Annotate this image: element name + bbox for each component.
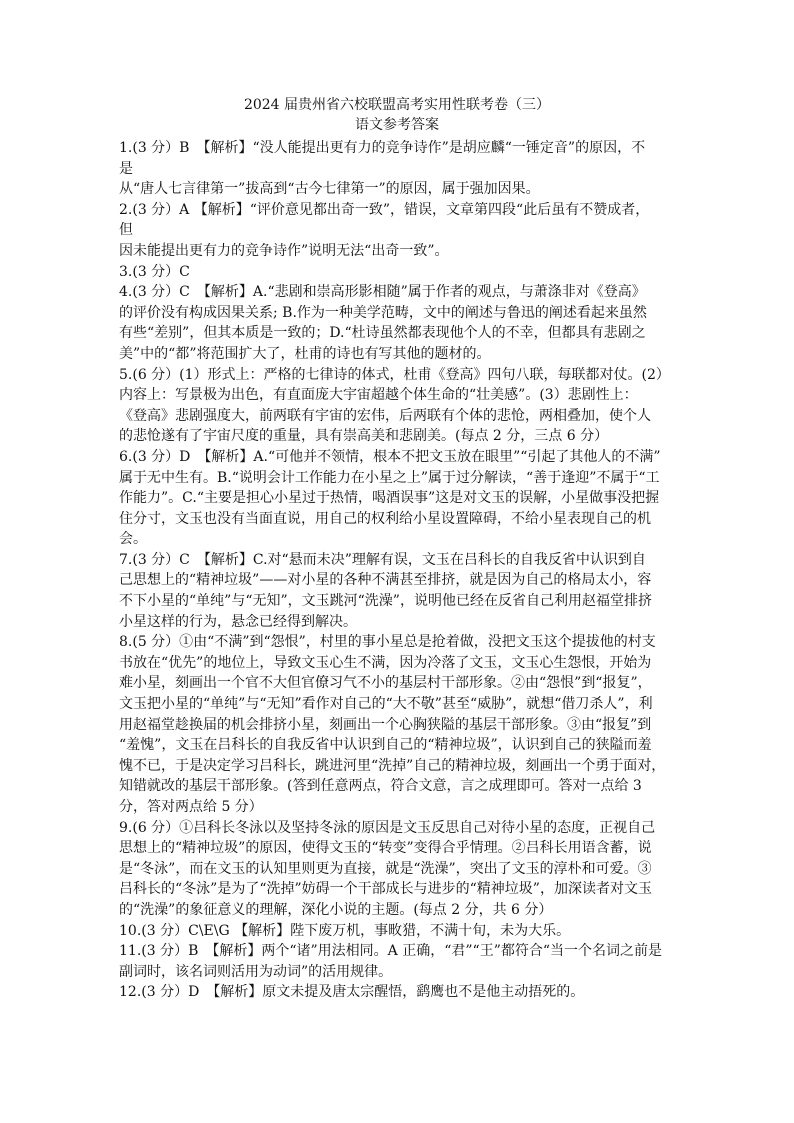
answer-line: 2.(3 分）A 【解析】“评价意见都出奇一致”，错误，文章第四段“此后虽有不赞成者， <box>119 201 650 218</box>
answer-line: 会。 <box>119 531 147 548</box>
answer-line: 副词时，该名词则活用为动词”的活用规律。 <box>119 963 393 980</box>
answer-line: 8.(5 分）①由“不满”到“怨恨”，村里的事小星总是抢着做，没把文玉这个提拔他的村支 <box>119 634 656 651</box>
answer-line: “羞愧”，文玉在吕科长的自我反省中认识到自己的“精神垃圾”，认识到自己的狭隘而羞 <box>119 737 652 754</box>
answer-line: 3.(3 分）C <box>119 263 190 280</box>
answer-line: 7.(3 分）C 【解析】C.对“悬而未决”理解有误，文玉在吕科长的自我反省中认识到自 <box>119 551 646 568</box>
answer-line: 4.(3 分）C 【解析】A.“悲剧和崇高形影相随”属于作者的观点，与萧涤非对《登高》 <box>119 284 646 301</box>
answer-line: 美”中的“都”将范围扩大了，杜甫的诗也有写其他的题材的。 <box>119 345 491 362</box>
answer-line: 用赵福堂趁换届的机会排挤小星，刻画出一个心胸狭隘的基层干部形象。③由“报复”到 <box>119 716 652 733</box>
answer-line: 作能力”。C.“主要是担心小星过于热情，喝酒误事”这是对文玉的误解，小星做事没把握 <box>119 490 660 507</box>
answer-line: 不下小星的“单纯”与“无知”，文玉跳河“洗澡”，说明他已经在反省自己利用赵福堂排挤 <box>119 593 652 610</box>
answer-line: 9.(6 分）①吕科长冬泳以及坚持冬泳的原因是文玉反思自己对待小星的态度，正视自己 <box>119 819 656 836</box>
answer-line: 愧不已，于是决定学习吕科长，跳进河里“洗掉”自己的精神垃圾，刻画出一个勇于面对， <box>119 757 666 774</box>
answer-line: 内容上：写景极为出色，有直面庞大宇宙超越个体生命的“壮美感”。(3）悲剧性上： <box>119 387 638 404</box>
answer-line: 11.(3 分）B 【解析】两个“诸”用法相同。A 正确，“君”“王”都符合“当一个名词之前是 <box>119 943 663 960</box>
answer-line: 知错就改的基层干部形象。(答到任意两点，符合文意，言之成理即可。答对一点给 3 <box>119 778 642 795</box>
answer-line: 的“洗澡”的象征意义的理解，深化小说的主题。(每点 2 分，共 6 分） <box>119 901 553 918</box>
answer-line: 5.(6 分）(1）形式上：严格的七律诗的体式，杜甫《登高》四句八联，每联都对仗。(2） <box>119 366 670 383</box>
answer-line: 住分寸，文玉也没有当面直说，用自己的权利给小星设置障碍，不给小星表现自己的机 <box>119 510 651 527</box>
answer-line: 是 <box>119 160 133 177</box>
answer-line: 的评价没有构成因果关系; B.作为一种美学范畴，文中的阐述与鲁迅的阐述看起来虽然 <box>119 304 647 321</box>
answer-line: 难小星，刻画出一个官不大但官僚习气不小的基层村干部形象。②由“怨恨”到“报复”， <box>119 675 652 692</box>
answer-line: 是“冬泳”，而在文玉的认知里则更为直接，就是“洗澡”，突出了文玉的淳朴和可爱。③ <box>119 860 652 877</box>
page-title: 2024 届贵州省六校联盟高考实用性联考卷（三） <box>243 97 551 113</box>
answer-line: 10.(3 分）C\E\G 【解析】陛下废万机，事畋猎，不满十旬，未为大乐。 <box>119 922 571 939</box>
answer-line: 的悲怆遂有了宇宙尺度的重量，具有崇高美和悲剧美。(每点 2 分，三点 6 分） <box>119 428 609 445</box>
answer-line: 有些“差别”，但其本质是一致的；D.“杜诗虽然都表现他个人的不幸，但都具有悲剧之 <box>119 325 646 342</box>
answer-line: 属于无中生有。B.“说明会计工作能力在小星之上”属于过分解读，“善于逢迎”不属于“工 <box>119 469 660 486</box>
answer-line: 6.(3 分）D 【解析】A.“可他并不领情，根本不把文玉放在眼里”“引起了其他人的不满” <box>119 448 661 465</box>
answer-line: 文玉把小星的“单纯”与“无知”看作对自己的“大不敬”甚至“威胁”，就想“借刀杀人”，利 <box>119 696 653 713</box>
answer-line: 己思想上的“精神垃圾”——对小星的各种不满甚至排挤，就是因为自己的格局太小，容 <box>119 572 652 589</box>
answer-line: 吕科长的“冬泳”是为了“洗掉”妨碍一个干部成长与进步的“精神垃圾”，加深读者对文玉 <box>119 881 652 898</box>
page-subtitle: 语文参考答案 <box>355 117 439 133</box>
answer-line: 但 <box>119 222 133 239</box>
answer-line: 因未能提出更有力的竞争诗作”说明无法“出奇一致”。 <box>119 242 449 259</box>
answer-line: 分，答对两点给 5 分） <box>119 799 263 815</box>
answer-line: 12.(3 分）D 【解析】原文未提及唐太宗醒悟，鹞鹰也不是他主动捂死的。 <box>119 984 585 1001</box>
answer-line: 小星这样的行为，悬念已经得到解决。 <box>119 613 357 630</box>
answer-body <box>119 138 679 1003</box>
answer-line: 从“唐人七言律第一”拔高到“古今七律第一”的原因，属于强加因果。 <box>119 181 540 198</box>
answer-line: 书放在“优先”的地位上，导致文玉心生不满，因为冷落了文玉，文玉心生怨恨，开始为 <box>119 654 652 671</box>
answer-line: 《登高》悲剧强度大，前两联有宇宙的宏伟，后两联有个体的悲怆，两相叠加，使个人 <box>119 407 651 424</box>
answer-line: 思想上的“精神垃圾”的原因，使得文玉的“转变”变得合乎情理。②吕科长用语含蓄，说 <box>119 840 652 857</box>
answer-line: 1.(3 分）B 【解析】“没人能提出更有力的竞争诗作”是胡应麟“一锤定音”的原因，不 <box>119 140 646 156</box>
